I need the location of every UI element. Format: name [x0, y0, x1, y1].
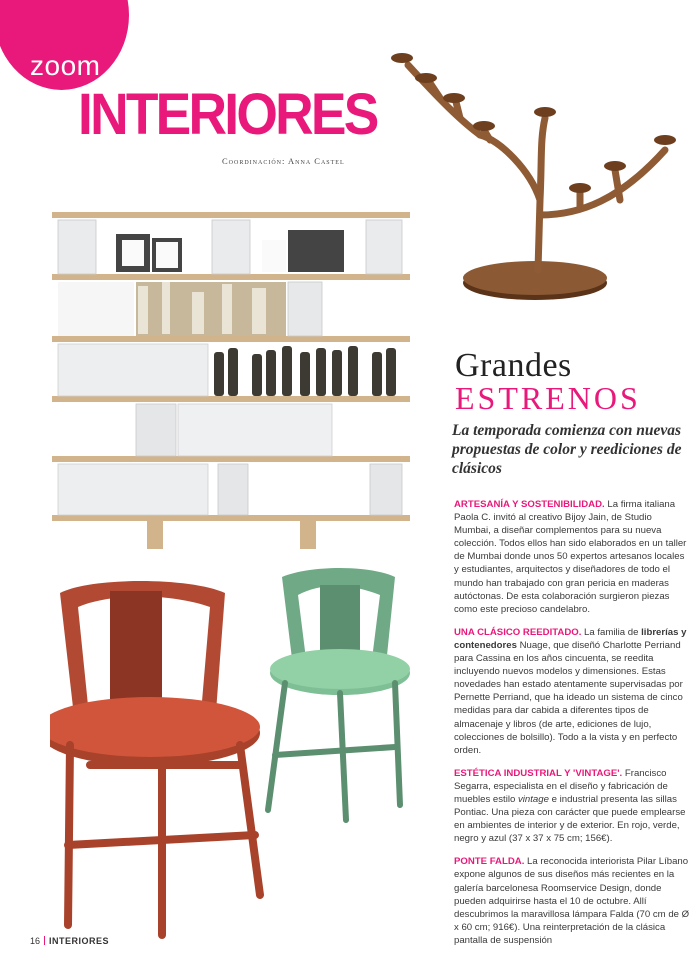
article-bold-text: librerías y contenedores — [454, 626, 687, 651]
headline-line-1: Grandes — [455, 347, 572, 384]
article-column — [454, 498, 690, 957]
footer-publication: INTERIORES — [49, 936, 110, 946]
headline-line-2: ESTRENOS — [455, 380, 641, 416]
article-text: e industrial presenta las sillas Pontiac. Una pieza con carácter que puede emplearse en ambientes de interior y de exterior. En rojo, verde, negro y azul (37 x 37 x 75 cm; 156€). — [454, 793, 686, 845]
chairs-image — [50, 565, 410, 945]
article-paragraph — [454, 767, 690, 846]
article-paragraph — [454, 626, 690, 757]
article-paragraph — [454, 855, 690, 947]
article-kicker: ESTÉTICA INDUSTRIAL Y 'VINTAGE'. — [454, 767, 623, 779]
article-text: La firma italiana Paola C. invitó al creativo Bijoy Jain, de Studio Mumbai, a diseñar complementos para su nueva colección. Todos ellos han sido elaborados en un taller de Mumbai donde unos 50 expertos artesanos locales y estudiantes, arquitectos y diseñadores de todo el mundo han trabajado con gran pericia en maderas autóctonas. De esta colaboración surgieron piezas como este precioso candelabro. — [454, 499, 687, 615]
magazine-logo: INTERIORES — [78, 82, 377, 147]
article-italic-text: vintage — [518, 793, 549, 805]
headline-deck: La temporada comienza con nuevas propuestas de color y reediciones de clásicos — [452, 422, 682, 477]
article-text: La reconocida interiorista Pilar Líbano expone algunos de sus diseños más recientes en la galería barcelonesa Roomservice Design, donde pueden adquirirse hasta el 10 de octubre. Allí descubrimos la maravillosa lámpara Falda (70 cm de Ø x 60 cm; 916€). Una reinterpretación de la clásica pantalla de suspensión — [454, 856, 690, 946]
article-kicker: UNA CLÁSICO REEDITADO. — [454, 626, 582, 638]
section-label: zoom — [30, 50, 101, 81]
bookshelf-image — [52, 212, 414, 552]
article-text: Nuage, que diseñó Charlotte Perriand para Cassina en los años cincuenta, se reedita incluyendo nuevos modelos y dimensiones. Estas novedades han estado atentamente supervisadas por Pernette Perriand, que ha ideado un sistema de cinco medidas para dar cabida a diferentes tipos de almacenaje y libros (de arte, ediciones de lujo, colecciones de bolsillo). Todo a la vista y en perfecto orden. — [454, 639, 683, 756]
candelabra-image — [380, 40, 700, 340]
article-text: Francisco Segarra, especialista en el diseño y fabricación de muebles estilo — [454, 767, 668, 805]
article-kicker: ARTESANÍA Y SOSTENIBILIDAD. — [454, 499, 605, 510]
page-number: 16 — [30, 936, 41, 946]
coordination-credit: Coordinación: Anna Castel — [222, 156, 345, 166]
article-text: La familia de — [581, 626, 642, 638]
article-paragraph — [454, 498, 690, 616]
page-footer — [30, 936, 109, 946]
footer-divider — [44, 936, 45, 945]
article-kicker: PONTE FALDA. — [454, 856, 525, 868]
